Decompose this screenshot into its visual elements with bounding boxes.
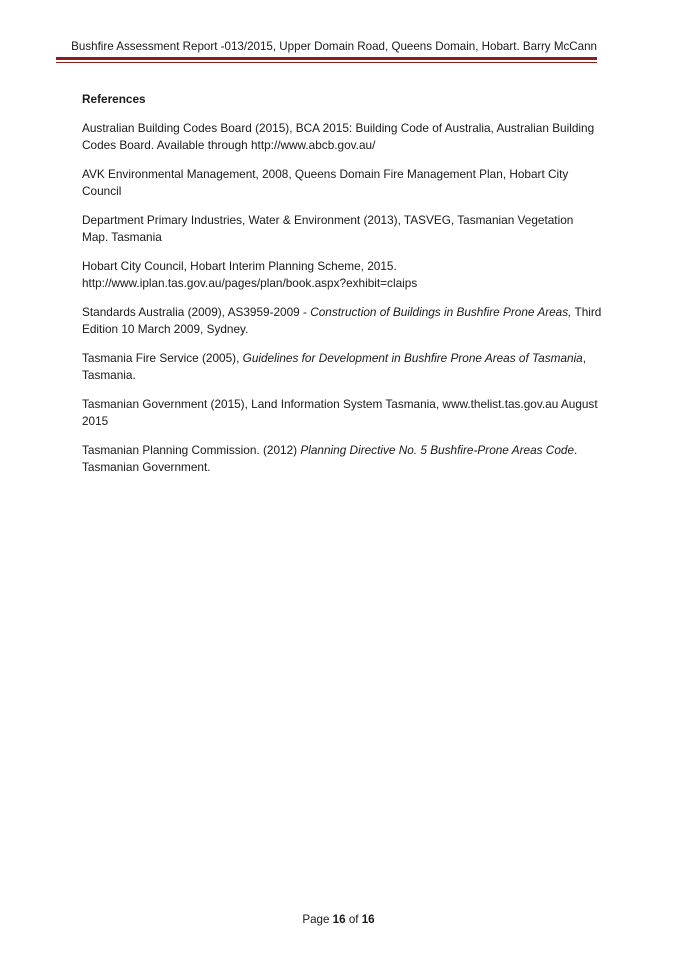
footer-current-page: 16 — [332, 913, 346, 926]
header-rule-thin — [56, 62, 597, 63]
reference-item — [82, 350, 602, 385]
reference-item — [82, 258, 602, 293]
reference-text: Australian Building Codes Board (2015), BCA 2015: Building Code of Australia, Australian Building Codes Board. Available through http://www.abcb.gov.au/ — [82, 120, 595, 152]
reference-text: Department Primary Industries, Water & Environment (2013), TASVEG, Tasmanian Vegetation Map. Tasmania — [82, 212, 574, 244]
page-header-title: Bushfire Assessment Report -013/2015, Upper Domain Road, Queens Domain, Hobart. Barry McCann — [71, 40, 597, 53]
reference-text-end: . Tasmanian Government. — [82, 442, 578, 474]
reference-text-end: , Tasmania. — [82, 350, 587, 382]
reference-url: http://www.iplan.tas.gov.au/pages/plan/book.aspx?exhibit=claips — [82, 276, 418, 290]
reference-item — [82, 212, 602, 247]
reference-text: AVK Environmental Management, 2008, Queens Domain Fire Management Plan, Hobart City Council — [82, 166, 569, 198]
footer-page-word: Page — [302, 913, 330, 926]
reference-text: Tasmanian Planning Commission. (2012) — [82, 442, 301, 457]
reference-item — [82, 120, 602, 155]
section-heading: References — [82, 92, 146, 106]
reference-item — [82, 396, 602, 431]
reference-text: Tasmanian Government (2015), Land Information System Tasmania, www.thelist.tas.gov.au August 2015 — [82, 396, 598, 428]
reference-title-italic: Planning Directive No. 5 Bushfire-Prone Areas Code — [300, 442, 575, 457]
reference-item — [82, 442, 602, 477]
references-section — [82, 91, 602, 488]
reference-text: Hobart City Council, Hobart Interim Planning Scheme, 2015. — [82, 258, 397, 273]
footer-of-word: of — [348, 913, 359, 926]
header-rule-thick — [56, 57, 597, 60]
footer-total-pages: 16 — [361, 913, 375, 926]
reference-title-italic: Guidelines for Development in Bushfire Prone Areas of Tasmania — [242, 350, 583, 365]
page-footer — [0, 913, 677, 926]
reference-title-italic: Construction of Buildings in Bushfire Prone Areas, — [310, 304, 572, 319]
reference-text-end: Third Edition 10 March 2009, Sydney. — [82, 304, 602, 336]
reference-item — [82, 304, 602, 339]
reference-text: Standards Australia (2009), AS3959-2009 - — [82, 304, 311, 319]
reference-text: Tasmania Fire Service (2005), — [82, 350, 243, 365]
reference-item — [82, 166, 602, 201]
